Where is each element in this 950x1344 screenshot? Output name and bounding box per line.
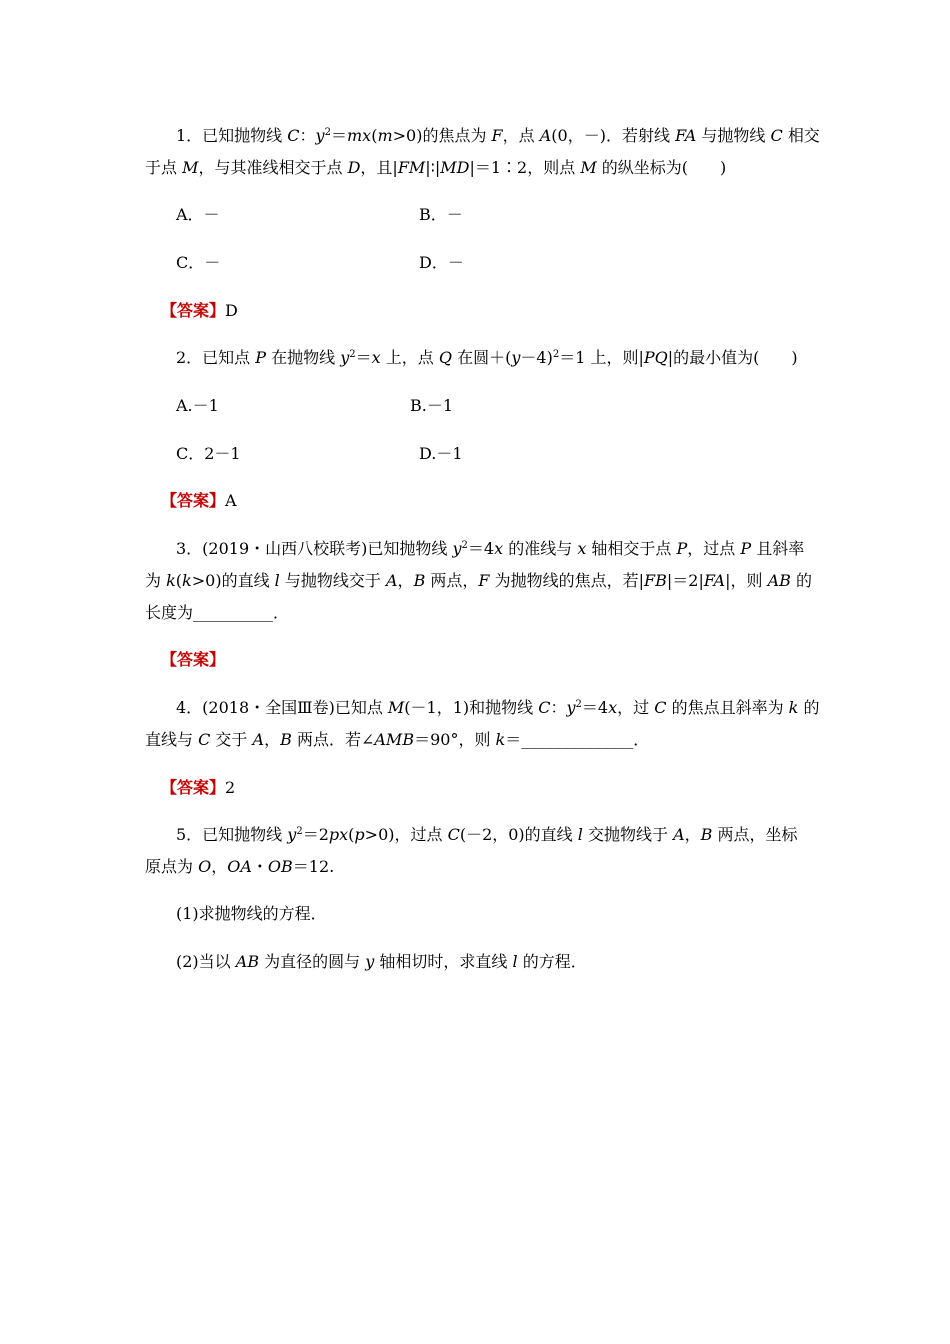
q1-answer: 【答案】D [161,301,238,320]
answer-tag: 【答案】 [161,778,226,797]
q3-answer [161,650,225,670]
answer-tag: 【答案】 [161,491,226,510]
q5-stem-line2: 原点为 O，OA・OB＝12. [145,857,335,876]
answer-tag: 【答案】 [161,301,226,320]
q3-stem-line3: 长度为__________． [145,603,290,622]
q4-stem-line2: 直线与 C 交于 A，B 两点．若∠AMB＝90°，则 k＝______________． [145,730,650,749]
q1-option-c: C．－ [176,253,221,272]
q2-answer: 【答案】A [161,491,237,510]
q1-option-d: D．－ [419,253,464,272]
q1-option-a: A．－ [176,205,220,224]
q2-option-d: D.－1 [419,444,463,463]
q4-stem-line1: 4．(2018・全国Ⅲ卷)已知点 M(－1，1)和抛物线 C：$y^2=4x$，过 C 的焦点且斜率为 k 的 [176,698,820,717]
q4-answer: 【答案】2 [161,778,236,797]
q1-stem-line1: 1．已知抛物线 C：$y^2=mx(m>0)$的焦点为 F，点 A(0，－)．若射线 FA 与抛物线 C 相交 [176,126,820,145]
q3-stem-line1: 3．(2019・山西八校联考)已知抛物线 $y^2=4x$ 的准线与 x 轴相交于点 P，过点 P 且斜率 [176,539,805,558]
q1-stem-line2: 于点 M，与其准线相交于点 D，且|FM|∶|MD|＝1∶2，则点 M 的纵坐标为( ) [145,158,727,177]
q5-stem-line1: 5．已知抛物线 $y^2=2px(p>0)$，过点 C(－2，0)的直线 l 交抛物线于 A，B 两点，坐标 [176,825,798,844]
q5-sub2: (2)当以 AB 为直径的圆与 y 轴相切时，求直线 l 的方程． [176,952,587,971]
q5-sub1: (1)求抛物线的方程． [176,904,327,923]
q3-stem-line2: 为 k(k>0)的直线 l 与抛物线交于 A，B 两点，F 为抛物线的焦点，若|FB|＝2|FA|，则 AB 的 [145,571,812,590]
q2-stem-line1: 2．已知点 P 在抛物线 $y^2=x$ 上，点 Q 在圆$+(y-4)^2=1$ 上，则|PQ|的最小值为( ) [176,348,798,367]
q1-option-b: B．－ [419,205,463,224]
q2-option-c: C．2－1 [176,444,241,463]
q2-option-a: A.－1 [176,396,219,415]
q2-option-b: B.－1 [410,396,454,415]
answer-tag: 【答案】 [161,650,226,669]
